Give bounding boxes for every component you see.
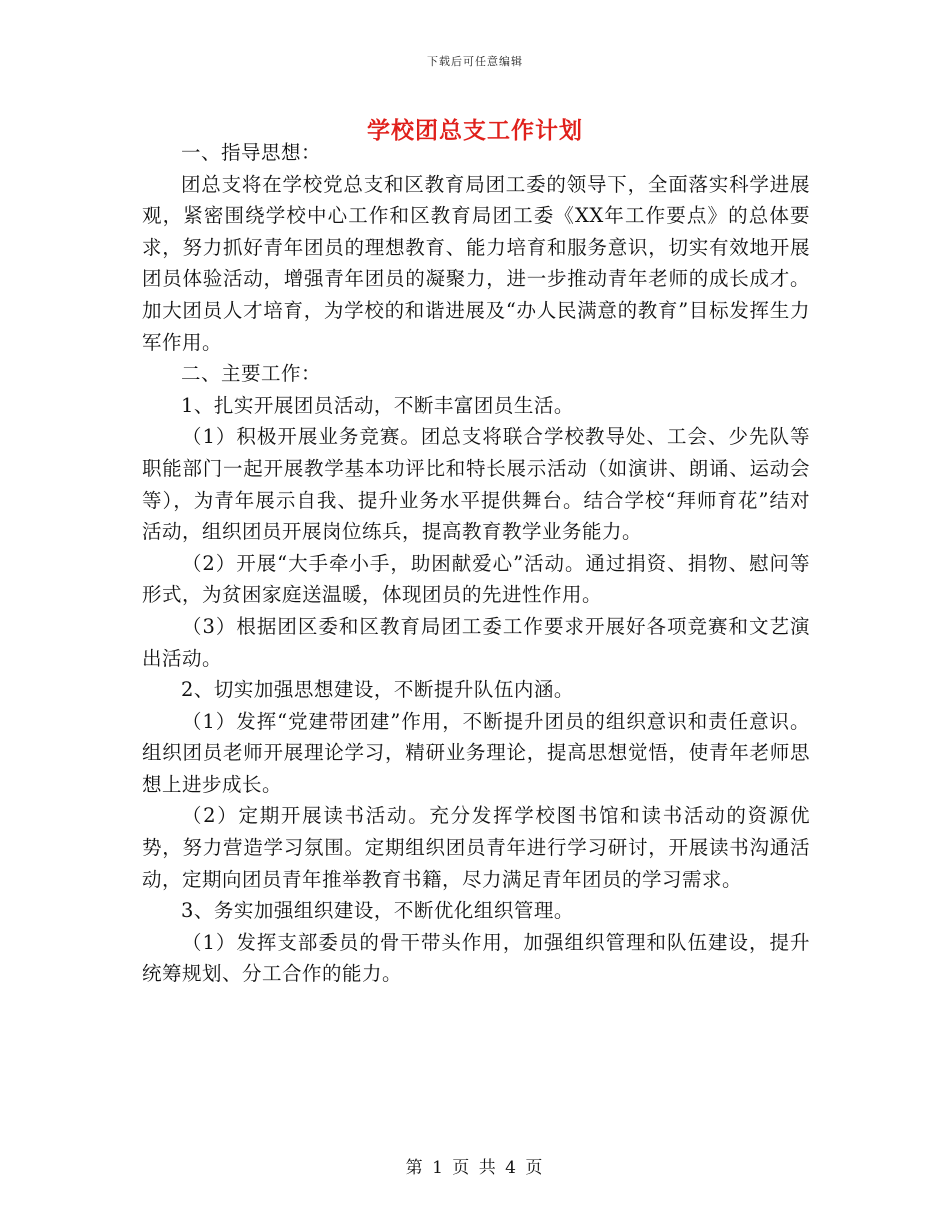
subheading-1: 1、扎实开展团员活动，不断丰富团员生活。 bbox=[181, 393, 574, 417]
document-body bbox=[142, 137, 810, 990]
paragraph-guiding-thought: 团总支将在学校党总支和区教育局团工委的领导下，全面落实科学进展观，紧密围绕学校中心工作和区教育局团工委《XX年工作要点》的总体要求，努力抓好青年团员的理想教育、能力培育和服务意识，切实有效地开展团员体验活动，增强青年团员的凝聚力，进一步推动青年老师的成长成才。加大团员人才培育，为学校的和谐进展及“办人民满意的教育”目标发挥生力军作用。 bbox=[142, 172, 810, 354]
item-2-1: （1）发挥“党建带团建”作用，不断提升团员的组织意识和责任意识。组织团员老师开展理论学习，精研业务理论，提高思想觉悟，使青年老师思想上进步成长。 bbox=[142, 709, 810, 796]
item-3-1: （1）发挥支部委员的骨干带头作用，加强组织管理和队伍建设，提升统筹规划、分工合作的能力。 bbox=[142, 930, 810, 986]
item-2-2: （2）定期开展读书活动。充分发挥学校图书馆和读书活动的资源优势，努力营造学习氛围。定期组织团员青年进行学习研讨，开展读书沟通活动，定期向团员青年推举教育书籍，尽力满足青年团员的学习需求。 bbox=[142, 804, 810, 891]
page-header: 下载后可任意编辑 bbox=[427, 55, 523, 68]
document-title: 学校团总支工作计划 bbox=[367, 117, 583, 144]
item-1-3: （3）根据团区委和区教育局团工委工作要求开展好各项竞赛和文艺演出活动。 bbox=[142, 614, 810, 670]
subheading-2: 2、切实加强思想建设，不断提升队伍内涵。 bbox=[181, 678, 574, 702]
item-1-1: （1）积极开展业务竞赛。团总支将联合学校教导处、工会、少先队等职能部门一起开展教学基本功评比和特长展示活动（如演讲、朗诵、运动会等），为青年展示自我、提升业务水平提供舞台。结合学校“拜师育花”结对活动，组织团员开展岗位练兵，提高教育教学业务能力。 bbox=[142, 425, 810, 544]
page-footer: 第 1 页 共 4 页 bbox=[405, 1158, 545, 1178]
section-heading-guiding-thought: 一、指导思想： bbox=[181, 141, 322, 164]
subheading-3: 3、务实加强组织建设，不断优化组织管理。 bbox=[181, 899, 574, 923]
section-heading-main-work: 二、主要工作： bbox=[181, 362, 322, 386]
item-1-2: （2）开展“大手牵小手，助困献爱心”活动。通过捐资、捐物、慰问等形式，为贫困家庭送温暖，体现团员的先进性作用。 bbox=[142, 551, 810, 607]
